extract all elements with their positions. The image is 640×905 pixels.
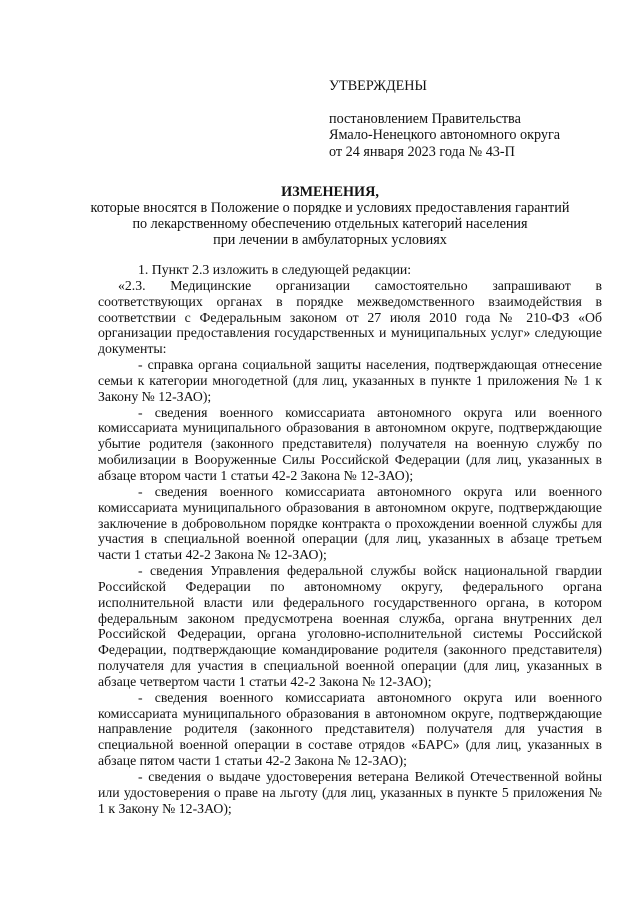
item-1: 1. Пункт 2.3 изложить в следующей редакции: [138, 262, 412, 277]
bullet-paragraph: - сведения о выдаче удостоверения ветерана Великой Отечественной войны или удостоверения о праве на льготу (для лиц, указанных в пункте 5 приложения № 1 к Закону № 12-ЗАО); [98, 769, 602, 816]
bullet-paragraph: - сведения военного комиссариата автономного округа или военного комиссариата муниципального образования в автономном округе, подтверждающие убытие родителя (законного представителя) получателя на военную службу по мобилизации в Вооруженные Силы Российской Федерации (для лиц, указанных в абзаце втором части 1 статьи 42-2 Закона № 12-ЗАО); [98, 404, 602, 483]
document-body [98, 262, 602, 817]
approval-block [329, 78, 619, 160]
heading-line-2: по лекарственному обеспечению отдельных категорий населения [132, 216, 528, 232]
heading-line-1: которые вносятся в Положение о порядке и условиях предоставления гарантий [90, 200, 570, 216]
approval-line-1: постановлением Правительства [329, 110, 521, 127]
bullet-paragraph: - сведения военного комиссариата автономного округа или военного комиссариата муниципального образования в автономном округе, подтверждающие направление родителя (законного представителя) получателя для участия в специальной военной операции в составе отрядов «БАРС» (для лиц, указанных в абзаце пятом части 1 статьи 42-2 Закона № 12-ЗАО); [98, 689, 602, 769]
intro-paragraph: «2.3. Медицинские организации самостоятельно запрашивают в соответствующих органах в порядке межведомственного взаимодействия в соответствии с Федеральным законом от 27 июля 2010 года № 210-ФЗ «Об организации предоставления государственных и муниципальных услуг» следующие документы: [98, 277, 602, 357]
approval-line-3: от 24 января 2023 года № 43-П [329, 143, 515, 160]
heading-line-3: при лечении в амбулаторных условиях [213, 232, 447, 248]
document-title: ИЗМЕНЕНИЯ, [281, 184, 379, 200]
document-heading [60, 184, 600, 248]
bullet-paragraph: - сведения Управления федеральной службы войск национальной гвардии Российской Федерации по автономному округу, федерального органа исполнительной власти или федерального государственного органа, в котором федеральным законом предусмотрена военная служба, органа внутренних дел Российской Федерации, органа уголовно-исполнительной системы Российской Федерации, подтверждающие командирование родителя (законного представителя) получателя для участия в специальной военной операции (для лиц, указанных в абзаце четвертом части 1 статьи 42-2 Закона № 12-ЗАО); [98, 563, 602, 689]
bullet-paragraph: - справка органа социальной защиты населения, подтверждающая отнесение семьи к категории многодетной (для лиц, указанных в пункте 1 приложения № 1 к Закону № 12-ЗАО); [98, 357, 602, 404]
approval-title: УТВЕРЖДЕНЫ [329, 78, 427, 94]
approval-line-2: Ямало-Ненецкого автономного округа [329, 127, 561, 143]
bullet-paragraph: - сведения военного комиссариата автономного округа или военного комиссариата муниципального образования в автономном округе, подтверждающие заключение в добровольном порядке контракта о прохождении военной службы для участия в специальной военной операции (для лиц, указанных в абзаце третьем части 1 статьи 42-2 Закона № 12-ЗАО); [98, 483, 602, 563]
